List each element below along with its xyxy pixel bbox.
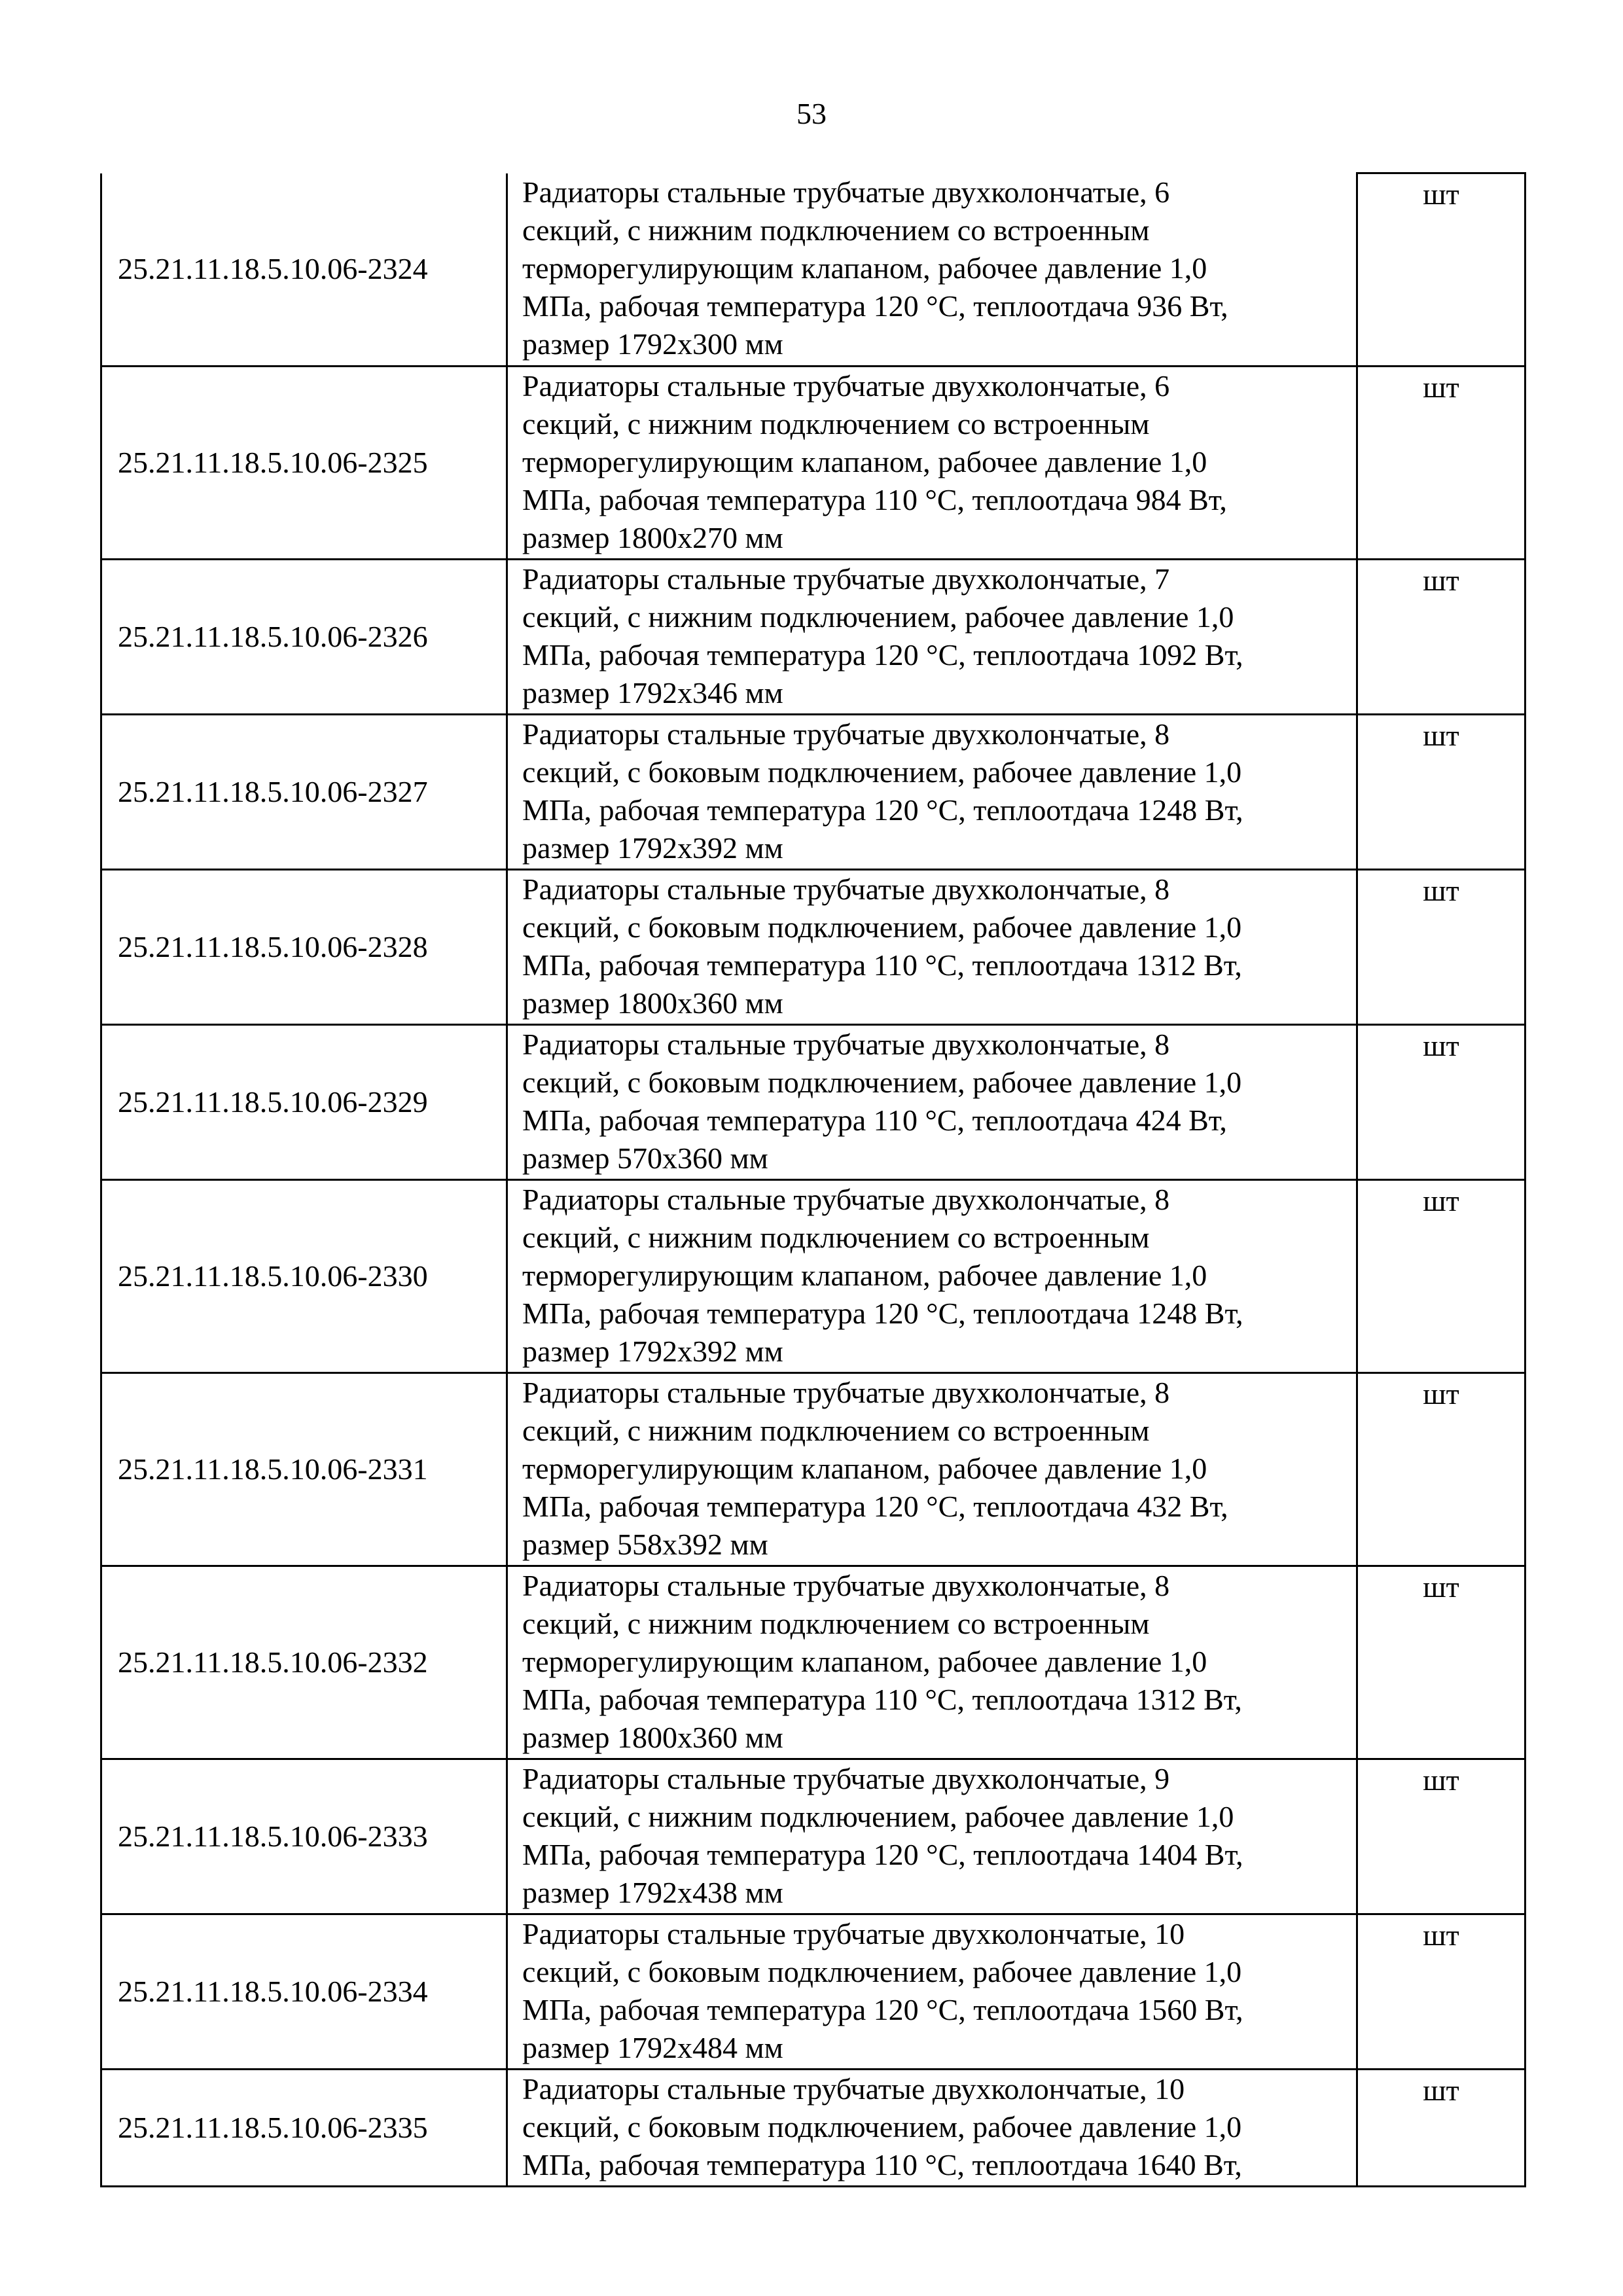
- description-line: терморегулирующим клапаном, рабочее давление 1,0: [522, 1452, 1207, 1485]
- unit-of-measure: шт: [1357, 1759, 1525, 1914]
- description-line: Радиаторы стальные трубчатые двухколончатые, 6: [522, 175, 1170, 209]
- description-line: секций, с нижним подключением, рабочее давление 1,0: [522, 600, 1234, 634]
- resource-description: [507, 1759, 1357, 1914]
- resource-description: [507, 173, 1357, 367]
- description-line: Радиаторы стальные трубчатые двухколончатые, 8: [522, 1569, 1170, 1602]
- description-line: МПа, рабочая температура 120 °С, теплоотдача 1404 Вт,: [522, 1838, 1243, 1871]
- resource-code: 25.21.11.18.5.10.06-2327: [101, 715, 507, 870]
- description-line: Радиаторы стальные трубчатые двухколончатые, 6: [522, 369, 1170, 403]
- table-row: [101, 1180, 1525, 1373]
- table-row: [101, 1566, 1525, 1759]
- description-line: секций, с боковым подключением, рабочее давление 1,0: [522, 1066, 1242, 1099]
- description-line: Радиаторы стальные трубчатые двухколончатые, 7: [522, 562, 1170, 596]
- description-line: секций, с нижним подключением, рабочее давление 1,0: [522, 1800, 1234, 1833]
- description-line: МПа, рабочая температура 120 °С, теплоотдача 1092 Вт,: [522, 638, 1243, 672]
- description-line: размер 1792х300 мм: [522, 327, 783, 361]
- description-line: секций, с нижним подключением со встроенным: [522, 407, 1150, 440]
- resource-code: 25.21.11.18.5.10.06-2329: [101, 1025, 507, 1180]
- description-line: МПа, рабочая температура 110 °С, теплоотдача 1312 Вт,: [522, 948, 1242, 982]
- resource-description: [507, 1914, 1357, 2070]
- unit-of-measure: шт: [1357, 367, 1525, 560]
- description-line: секций, с боковым подключением, рабочее давление 1,0: [522, 910, 1242, 944]
- unit-of-measure: шт: [1357, 1180, 1525, 1373]
- description-line: размер 1792х346 мм: [522, 676, 783, 709]
- description-line: МПа, рабочая температура 110 °С, теплоотдача 424 Вт,: [522, 1103, 1227, 1137]
- description-line: терморегулирующим клапаном, рабочее давление 1,0: [522, 1259, 1207, 1292]
- table-row: [101, 1914, 1525, 2070]
- resource-description: [507, 1373, 1357, 1566]
- description-line: размер 1792х484 мм: [522, 2031, 783, 2064]
- resource-description: [507, 2070, 1357, 2187]
- description-line: размер 1800х270 мм: [522, 521, 783, 554]
- description-line: МПа, рабочая температура 110 °С, теплоотдача 984 Вт,: [522, 483, 1227, 516]
- description-line: секций, с нижним подключением со встроенным: [522, 1607, 1150, 1640]
- table-row: [101, 173, 1525, 367]
- unit-of-measure: шт: [1357, 2070, 1525, 2187]
- description-line: размер 1792х438 мм: [522, 1876, 783, 1909]
- resource-description: [507, 870, 1357, 1025]
- description-line: МПа, рабочая температура 110 °С, теплоотдача 1640 Вт,: [522, 2148, 1242, 2181]
- description-line: размер 1800х360 мм: [522, 1721, 783, 1754]
- resource-code: 25.21.11.18.5.10.06-2326: [101, 560, 507, 715]
- description-line: МПа, рабочая температура 120 °С, теплоотдача 1560 Вт,: [522, 1993, 1243, 2026]
- unit-of-measure: шт: [1357, 1373, 1525, 1566]
- description-line: Радиаторы стальные трубчатые двухколончатые, 10: [522, 1917, 1185, 1950]
- description-line: Радиаторы стальные трубчатые двухколончатые, 9: [522, 1762, 1170, 1795]
- page-number: 53: [796, 97, 827, 130]
- table-row: [101, 2070, 1525, 2187]
- description-line: секций, с боковым подключением, рабочее давление 1,0: [522, 2110, 1242, 2144]
- description-line: секций, с боковым подключением, рабочее давление 1,0: [522, 1955, 1242, 1988]
- table-row: [101, 367, 1525, 560]
- description-line: секций, с нижним подключением со встроенным: [522, 1414, 1150, 1447]
- resource-description: [507, 367, 1357, 560]
- description-line: Радиаторы стальные трубчатые двухколончатые, 8: [522, 872, 1170, 906]
- resource-code: 25.21.11.18.5.10.06-2328: [101, 870, 507, 1025]
- description-line: МПа, рабочая температура 120 °С, теплоотдача 1248 Вт,: [522, 793, 1243, 827]
- resource-code: 25.21.11.18.5.10.06-2332: [101, 1566, 507, 1759]
- table-row: [101, 1373, 1525, 1566]
- description-line: размер 1792х392 мм: [522, 831, 783, 865]
- table-row: [101, 1759, 1525, 1914]
- description-line: размер 558х392 мм: [522, 1528, 768, 1561]
- resource-code: 25.21.11.18.5.10.06-2325: [101, 367, 507, 560]
- resource-code: 25.21.11.18.5.10.06-2334: [101, 1914, 507, 2070]
- description-line: Радиаторы стальные трубчатые двухколончатые, 8: [522, 717, 1170, 751]
- table-row: [101, 1025, 1525, 1180]
- description-line: МПа, рабочая температура 120 °С, теплоотдача 936 Вт,: [522, 289, 1228, 323]
- resource-code: 25.21.11.18.5.10.06-2333: [101, 1759, 507, 1914]
- description-line: Радиаторы стальные трубчатые двухколончатые, 10: [522, 2072, 1185, 2106]
- description-line: терморегулирующим клапаном, рабочее давление 1,0: [522, 445, 1207, 478]
- resource-description: [507, 1566, 1357, 1759]
- description-line: Радиаторы стальные трубчатые двухколончатые, 8: [522, 1183, 1170, 1216]
- unit-of-measure: шт: [1357, 870, 1525, 1025]
- description-line: секций, с нижним подключением со встроенным: [522, 213, 1150, 247]
- description-line: размер 570х360 мм: [522, 1141, 768, 1175]
- resource-description: [507, 1180, 1357, 1373]
- description-line: размер 1800х360 мм: [522, 986, 783, 1020]
- unit-of-measure: шт: [1357, 560, 1525, 715]
- table-row: [101, 870, 1525, 1025]
- description-line: секций, с нижним подключением со встроенным: [522, 1221, 1150, 1254]
- resource-description: [507, 715, 1357, 870]
- unit-of-measure: шт: [1357, 173, 1525, 367]
- description-line: МПа, рабочая температура 120 °С, теплоотдача 432 Вт,: [522, 1490, 1228, 1523]
- unit-of-measure: шт: [1357, 1025, 1525, 1180]
- description-line: размер 1792х392 мм: [522, 1335, 783, 1368]
- unit-of-measure: шт: [1357, 1566, 1525, 1759]
- description-line: Радиаторы стальные трубчатые двухколончатые, 8: [522, 1376, 1170, 1409]
- table-row: [101, 715, 1525, 870]
- unit-of-measure: шт: [1357, 715, 1525, 870]
- resource-code: 25.21.11.18.5.10.06-2331: [101, 1373, 507, 1566]
- resource-table-body: [101, 173, 1525, 2187]
- resource-table: [100, 172, 1526, 2187]
- description-line: терморегулирующим клапаном, рабочее давление 1,0: [522, 1645, 1207, 1678]
- description-line: МПа, рабочая температура 110 °С, теплоотдача 1312 Вт,: [522, 1683, 1242, 1716]
- description-line: секций, с боковым подключением, рабочее давление 1,0: [522, 755, 1242, 789]
- description-line: Радиаторы стальные трубчатые двухколончатые, 8: [522, 1028, 1170, 1061]
- resource-code: 25.21.11.18.5.10.06-2324: [101, 173, 507, 367]
- description-line: МПа, рабочая температура 120 °С, теплоотдача 1248 Вт,: [522, 1297, 1243, 1330]
- unit-of-measure: шт: [1357, 1914, 1525, 2070]
- table-row: [101, 560, 1525, 715]
- resource-code: 25.21.11.18.5.10.06-2335: [101, 2070, 507, 2187]
- resource-description: [507, 560, 1357, 715]
- description-line: терморегулирующим клапаном, рабочее давление 1,0: [522, 251, 1207, 285]
- resource-description: [507, 1025, 1357, 1180]
- resource-code: 25.21.11.18.5.10.06-2330: [101, 1180, 507, 1373]
